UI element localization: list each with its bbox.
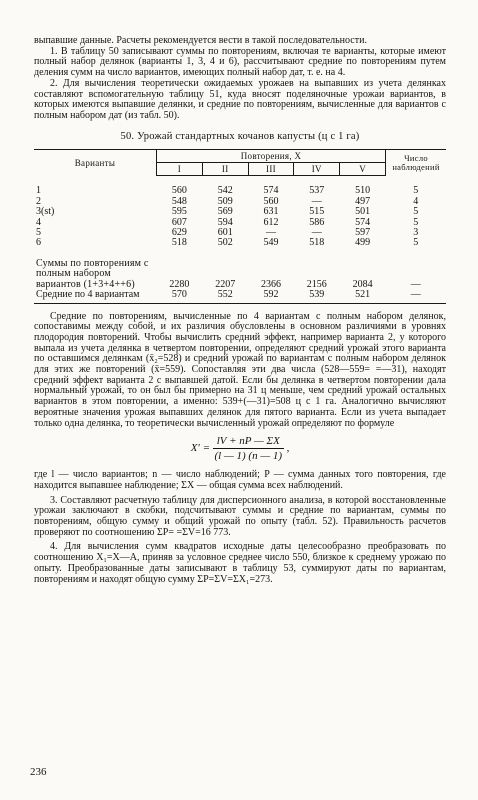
cell: 560 [171,185,187,197]
row-label: 2 [36,195,41,207]
cell: 574 [355,216,371,228]
cell: 502 [217,237,233,249]
cell: 594 [217,216,233,228]
count-cell: 5 [413,185,419,197]
row-label: 5 [36,227,41,239]
cell: — [311,195,322,207]
cell: — [311,227,322,239]
cell: 518 [309,237,325,249]
avg-cell: 552 [217,289,233,301]
cell: 499 [355,237,371,249]
sum-row-label: Суммы по повторениям с полным набором вариантов (1+3+4++6) [36,257,149,290]
cell: 612 [263,216,279,228]
cell: 518 [171,237,187,249]
header-repetitions: Повторения, X [157,149,386,162]
sum-count-cell: — [410,278,421,290]
cell: 497 [355,195,371,207]
table-row [34,197,446,207]
sum-cell: 2280 [169,278,190,290]
cell: 597 [355,227,371,239]
cell: 601 [217,227,233,239]
row-label: 3(st) [36,206,55,218]
avg-row-label: Средние по 4 вариантам [36,289,140,301]
paragraph-item-2: 2. Для вычисления теоретически ожидаемых урожаев на выпавших из учета делянках составляют вспомогательную таблицу 51, куда вносят поделяночные урожаи вариантов, в которых имеются выпавшие делянки, и средние по повторениям, вычисленные для вариантов с полным набором дат (из табл. 50). [34,77,446,121]
table-row [34,238,446,248]
row-label: 4 [36,216,41,228]
avg-cell: 570 [171,289,187,301]
avg-cell: 521 [355,289,371,301]
cell: 548 [171,195,187,207]
col-header-5: V [340,163,386,176]
paragraph-item-1: 1. В таблицу 50 записывают суммы по повторениям, включая те варианты, которые имеют полный набор делянок (варианты 1, 3, 4 и 6), рассчитывают средние по повторениям путем деления сумм на число вариантов, имеющих полный набор дат, т. е. на 4. [34,45,446,79]
count-cell: 3 [413,227,419,239]
formula-denominator: (l — 1) (n — 1) [214,450,283,463]
cell: 574 [263,185,279,197]
cell: 560 [263,195,279,207]
cell: 629 [171,227,187,239]
avg-row [34,290,446,300]
formula-numerator: lV + nP — ΣX [213,435,284,449]
sum-cell: 2084 [352,278,373,290]
avg-count-cell: — [410,289,421,301]
sum-cell: 2156 [306,278,327,290]
sum-row [34,259,446,290]
header-observations: Число наблюдений [386,149,447,176]
count-cell: 5 [413,206,419,218]
avg-cell: 539 [309,289,325,301]
formula-tail: , [286,442,290,455]
cell: 595 [171,206,187,218]
cell: — [265,227,276,239]
formula [34,435,446,462]
row-label: 1 [36,185,41,197]
table-title: 50. Урожай стандартных кочанов капусты (ц с 1 га) [120,130,360,142]
count-cell: 4 [413,195,419,207]
cell: 515 [309,206,325,218]
paragraph-where: где l — число вариантов; n — число наблюдений; P — сумма данных того повторения, где находится выпавшее наблюдение; ΣX — общая сумма всех наблюдений. [34,469,446,491]
cell: 542 [217,185,233,197]
col-header-3: III [248,163,294,176]
paragraph-item-4: 4. Для вычисления сумм квадратов исходные даты целесообразно преобразовать по соотношению X₁=X—A, приняв за условное среднее число 550, близкое к среднему урожаю по опыту. Преобразованные даты записывают в таблицу 53, суммируют даты по вариантам, повторениям и находят общую сумму ΣP=ΣV=ΣX₁=273. [34,541,446,585]
paragraph-item-3: 3. Составляют расчетную таблицу для дисперсионного анализа, в которой восстановленные урожаи заключают в скобки, подсчитывают суммы и средние по вариантам, суммы по повторениям, общую сумму и общий урожай по опыту (табл. 52). Правильность расчетов проверяют по соотношению ΣP= =ΣV=16 773. [34,494,446,538]
row-label: 6 [36,237,41,249]
cell: 631 [263,206,279,218]
sum-cell: 2366 [260,278,281,290]
col-header-2: II [202,163,248,176]
paragraph-main: Средние по повторениям, вычисленные по 4 вариантам с полным набором делянок, сопоставимы между собой, и их различия обусловлены в основном различиями в уровнях плодородия повторений. Чтобы вычислить средний эффект, например варианта 2, у которого выпала из учета делянка в четвертом повторении, определяют средний урожай этого варианта по оставшимся делянкам (x̄₂=528) и средний урожай по вариантам с полным набором делянок для этих же повторений (x̄=559). Сопоставляя эти два числа (528—559= =—31), находят средний эффект варианта 2 с выпавшей датой. Если бы делянка в четвертом повторении дала нормальный урожай, то он был бы примерно на 31 ц меньше, чем средний урожай остальных вариантов в этом повторении, а именно: 539+(—31)=508 ц с 1 га. Аналогично вычисляют вероятные значения урожая выпавших делянок для пятого варианта. Если из учета выпадает только одна делянка, то теоретически вычисленный урожай определяют по формуле [34,310,446,429]
avg-cell: 592 [263,289,279,301]
cell: 509 [217,195,233,207]
sum-cell: 2207 [215,278,236,290]
cell: 537 [309,185,325,197]
cell: 586 [309,216,325,228]
formula-fraction [213,435,284,462]
table-row [34,207,446,217]
cell: 510 [355,185,371,197]
cell: 569 [217,206,233,218]
count-cell: 5 [413,216,419,228]
cell: 549 [263,237,279,249]
table-row [34,218,446,228]
table-row [34,228,446,238]
intro-line: выпавшие данные. Расчеты рекомендуется вести в такой последовательности. [34,35,367,46]
table-row [34,186,446,196]
col-header-1: I [157,163,203,176]
header-variants: Варианты [34,149,157,176]
formula-lhs: X′ = [190,442,210,455]
page-number: 236 [30,766,47,778]
count-cell: 5 [413,237,419,249]
cell: 501 [355,206,371,218]
col-header-4: IV [294,163,340,176]
cell: 607 [171,216,187,228]
yield-table [34,149,446,304]
